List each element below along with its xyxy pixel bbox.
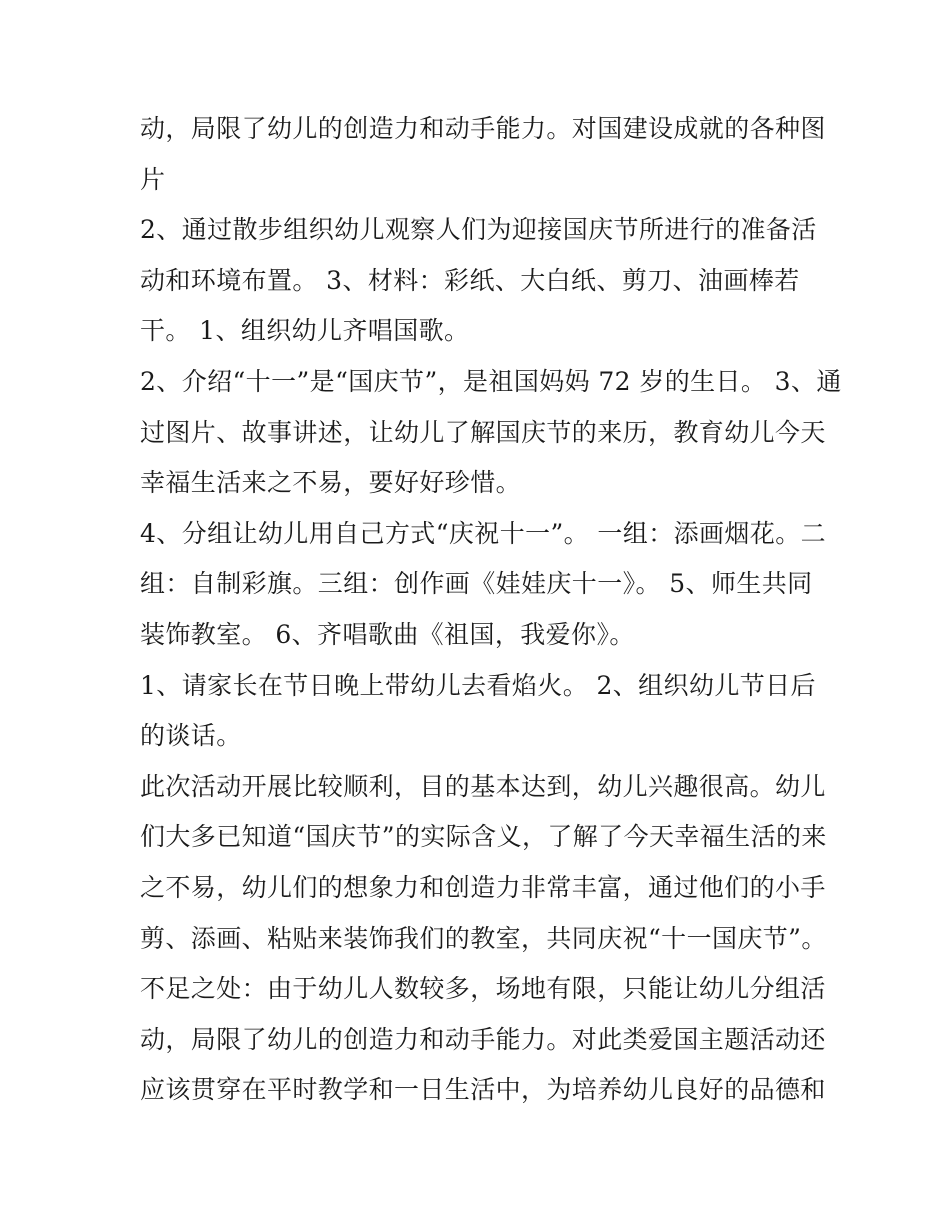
text-line: 4、分组让幼儿用自己方式“庆祝十一”。 一组：添画烟花。二 — [140, 518, 827, 548]
text-line: 幸福生活来之不易，要好好珍惜。 — [140, 468, 522, 498]
text-line: 此次活动开展比较顺利，目的基本达到，幼儿兴趣很高。幼儿 — [140, 771, 826, 801]
text-line: 片 — [140, 164, 166, 194]
text-line: 组：自制彩旗。三组：创作画《娃娃庆十一》。 5、师生共同 — [140, 569, 813, 599]
text-line: 动，局限了幼儿的创造力和动手能力。对此类爱国主题活动还 — [140, 1024, 826, 1054]
text-line: 2、介绍“十一”是“国庆节”，是祖国妈妈 72 岁的生日。 3、通 — [140, 366, 842, 396]
text-line: 应该贯穿在平时教学和一日生活中，为培养幼儿良好的品德和 — [140, 1075, 826, 1105]
text-line: 2、通过散步组织幼儿观察人们为迎接国庆节所进行的准备活 — [140, 215, 817, 245]
text-line: 1、请家长在节日晚上带幼儿去看焰火。 2、组织幼儿节日后 — [140, 670, 816, 700]
text-line: 装饰教室。 6、齐唱歌曲《祖国，我爱你》。 — [140, 619, 635, 649]
text-line: 之不易，幼儿们的想象力和创造力非常丰富，通过他们的小手 — [140, 872, 826, 902]
text-line: 们大多已知道“国庆节”的实际含义，了解了今天幸福生活的来 — [140, 822, 827, 852]
text-line: 过图片、故事讲述，让幼儿了解国庆节的来历，教育幼儿今天 — [140, 417, 826, 447]
text-line: 的谈话。 — [140, 721, 242, 751]
text-line: 不足之处：由于幼儿人数较多，场地有限，只能让幼儿分组活 — [140, 974, 826, 1004]
text-line: 动，局限了幼儿的创造力和动手能力。对国建设成就的各种图 — [140, 114, 826, 143]
text-line: 剪、添画、粘贴来装饰我们的教室，共同庆祝“十一国庆节”。 — [140, 923, 827, 953]
text-line: 动和环境布置。 3、材料：彩纸、大白纸、剪刀、油画棒若 — [140, 265, 800, 295]
document-body — [140, 104, 842, 1116]
text-line: 干。 1、组织幼儿齐唱国歌。 — [140, 316, 470, 346]
